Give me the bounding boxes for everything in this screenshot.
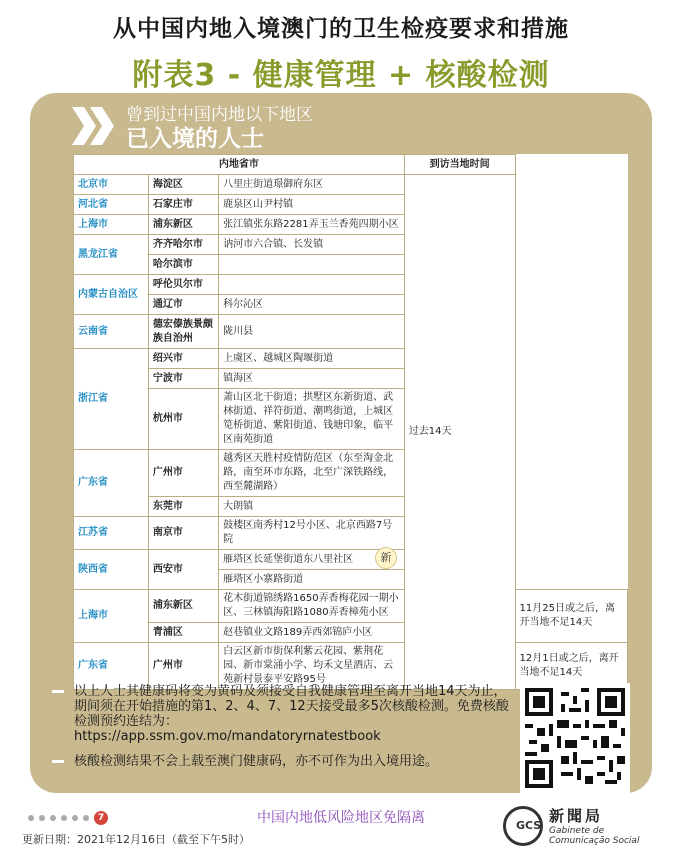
gcs-name-zh: 新聞局 <box>549 807 604 825</box>
gcs-name-pt-1: Gabinete de <box>549 826 605 836</box>
area-cell: 张江镇张东路2281弄玉兰香苑四期小区 <box>219 215 405 235</box>
city-cell: 南京市 <box>148 517 218 550</box>
table-row <box>74 175 628 195</box>
province-cell: 陕西省 <box>74 550 149 590</box>
area-cell: 八里庄街道璟御府东区 <box>219 175 405 195</box>
table-row <box>74 315 628 349</box>
updated-date: 更新日期：2021年12月16日（截至下午5时） <box>22 833 250 846</box>
area-cell <box>219 275 405 295</box>
area-cell: 陇川县 <box>219 315 405 349</box>
table-row <box>74 349 628 369</box>
province-cell: 江苏省 <box>74 517 149 550</box>
table-row <box>74 235 628 255</box>
table-row <box>74 215 628 235</box>
area-cell: 赵巷镇业文路189弄西郊锦庐小区 <box>219 623 405 643</box>
table-row <box>74 517 628 550</box>
province-cell: 北京市 <box>74 175 149 195</box>
table-row <box>74 590 628 623</box>
area-cell: 雁塔区长延堡街道东八里社区 <box>219 550 405 570</box>
province-cell: 黑龙江省 <box>74 235 149 275</box>
city-cell: 齐齐哈尔市 <box>148 235 218 255</box>
dash-icon <box>52 690 64 693</box>
next-page-link[interactable]: 中国内地低风险地区免隔离 <box>257 810 425 826</box>
area-cell: 鹿泉区山尹村镇 <box>219 195 405 215</box>
province-cell: 内蒙古自治区 <box>74 275 149 315</box>
area-cell: 上虞区、越城区陶堰街道 <box>219 349 405 369</box>
table-row <box>74 450 628 497</box>
area-cell: 花木街道锦绣路1650弄香梅花园一期小区、三林镇海阳路1080弄香樟苑小区 <box>219 590 405 623</box>
area-cell: 科尔沁区 <box>219 295 405 315</box>
province-cell: 上海市 <box>74 215 149 235</box>
chevron-double-right-icon <box>72 107 118 145</box>
table-row <box>74 195 628 215</box>
table-row <box>74 550 628 570</box>
province-cell: 广东省 <box>74 450 149 517</box>
table-row <box>74 497 628 517</box>
area-cell: 萧山区北干街道；拱墅区东新街道、武林街道、祥符街道、潮鸣街道，上城区笕桥街道、紫阳街道、钱塘印象，临平区南苑街道 <box>219 389 405 450</box>
time-cell: 11月25日或之后，离开当地不足14天 <box>515 590 627 643</box>
city-cell: 通辽市 <box>148 295 218 315</box>
area-cell: 讷河市六合镇、长发镇 <box>219 235 405 255</box>
table-row <box>74 255 628 275</box>
city-cell: 石家庄市 <box>148 195 218 215</box>
city-cell: 德宏傣族景颇族自治州 <box>148 315 218 349</box>
column-header-time: 到访当地时间 <box>404 155 515 175</box>
city-cell: 呼伦贝尔市 <box>148 275 218 295</box>
gcs-logo-icon <box>503 806 543 846</box>
affected-areas-table <box>73 154 628 690</box>
area-cell: 镇海区 <box>219 369 405 389</box>
time-cell: 12月1日或之后，离开当地不足14天 <box>515 643 627 690</box>
area-cell: 越秀区天胜村疫情防范区（东至淘金北路，南至环市东路，北至广深铁路线，西至麓湖路） <box>219 450 405 497</box>
city-cell: 东莞市 <box>148 497 218 517</box>
time-cell: 过去14天 <box>404 175 515 690</box>
city-cell: 青浦区 <box>148 623 218 643</box>
province-cell: 浙江省 <box>74 349 149 450</box>
page-dot-active[interactable]: 7 <box>94 811 108 825</box>
city-cell: 广州市 <box>148 643 218 690</box>
new-badge: 新 <box>375 547 397 569</box>
city-cell: 海淀区 <box>148 175 218 195</box>
qr-code[interactable] <box>520 683 630 793</box>
section-title: 已入境的人士 <box>126 126 264 152</box>
city-cell: 绍兴市 <box>148 349 218 369</box>
note-item <box>52 684 514 744</box>
column-header-area: 内地省市 <box>74 155 405 175</box>
note-text: 以上人士其健康码将变为黄码及须接受自我健康管理至离开当地14天为止，期间须在开始措施的第1、2、4、7、12天接受最多5次核酸检测。免费核酸检测预约连结为： <box>74 684 509 729</box>
note-item <box>52 754 514 769</box>
dash-icon <box>52 760 64 763</box>
city-cell: 浦东新区 <box>148 590 218 623</box>
city-cell: 浦东新区 <box>148 215 218 235</box>
city-cell: 杭州市 <box>148 389 218 450</box>
section-subtitle: 曾到过中国内地以下地区 <box>126 105 313 125</box>
area-cell <box>219 255 405 275</box>
city-cell: 宁波市 <box>148 369 218 389</box>
province-cell: 河北省 <box>74 195 149 215</box>
gcs-logo-text: GCS <box>516 818 542 832</box>
city-cell: 西安市 <box>148 550 218 590</box>
qr-code-icon <box>525 688 625 788</box>
city-cell: 哈尔滨市 <box>148 255 218 275</box>
page-subtitle: 附表3 - 健康管理 + 核酸检测 <box>132 58 550 93</box>
booking-link[interactable]: https://app.ssm.gov.mo/mandatoryrnatestbook <box>74 729 381 744</box>
province-cell: 上海市 <box>74 590 149 643</box>
gcs-logo-block <box>503 805 639 846</box>
area-cell: 白云区新市街保利紫云花园、紫荆花园、新市棠涌小学、均禾文星酒店、云苑新村景泰平安路95号 <box>219 643 405 690</box>
gcs-name-pt-2: Comunicação Social <box>549 836 640 846</box>
table-row <box>74 295 628 315</box>
area-cell: 大朗镇 <box>219 497 405 517</box>
city-cell: 广州市 <box>148 450 218 497</box>
table-row <box>74 369 628 389</box>
province-cell: 广东省 <box>74 643 149 690</box>
province-cell: 云南省 <box>74 315 149 349</box>
table-row <box>74 389 628 450</box>
area-cell: 雁塔区小寨路街道 <box>219 570 405 590</box>
table-row <box>74 275 628 295</box>
note-text: 核酸检测结果不会上载至澳门健康码，亦不可作为出入境用途。 <box>74 754 439 769</box>
page-title: 从中国内地入境澳门的卫生检疫要求和措施 <box>113 16 569 42</box>
area-cell: 鼓楼区南秀村12号小区、北京西路7号院 <box>219 517 405 550</box>
notes <box>52 684 514 779</box>
